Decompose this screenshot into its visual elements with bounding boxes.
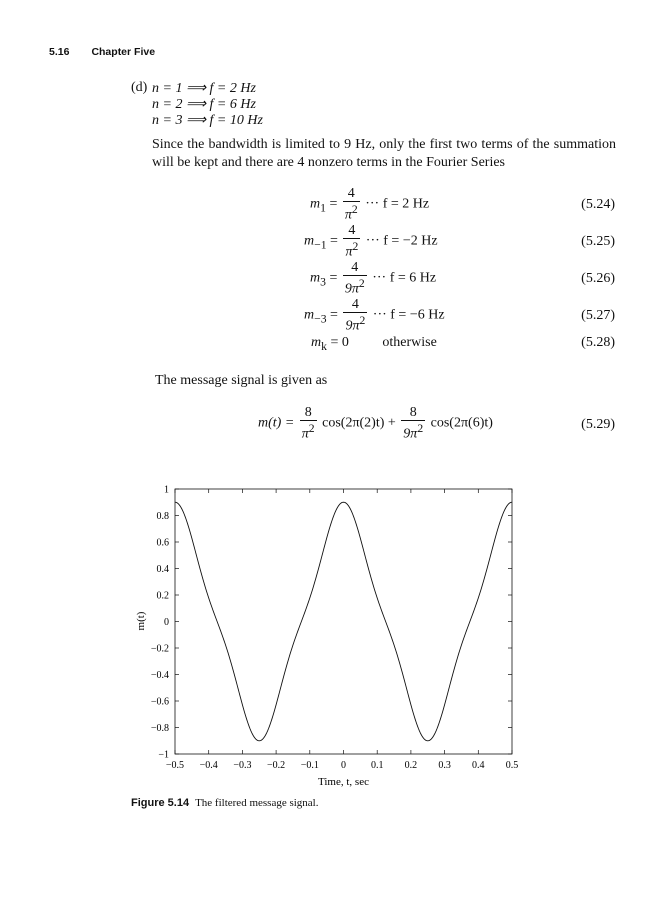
den-exp: 2 <box>352 240 359 253</box>
den-exp: 2 <box>351 203 358 216</box>
x-axis-label: Time, t, sec <box>318 776 369 788</box>
part-d-line-1 <box>152 80 256 97</box>
y-tick-label: 0 <box>164 617 169 628</box>
fraction <box>343 186 360 223</box>
numerator: 8 <box>300 405 317 421</box>
y-tick-label: −1 <box>158 749 169 761</box>
figure-caption-text: The filtered message signal. <box>195 797 319 809</box>
numerator: 4 <box>343 297 367 313</box>
eq-rest: ··· f = 2 Hz <box>361 196 430 212</box>
eq-lhs: m(t) = <box>258 415 298 431</box>
x-tick-label: −0.1 <box>300 760 319 771</box>
fraction <box>343 297 367 334</box>
rhs: f = 10 Hz <box>209 113 263 128</box>
figure-caption <box>131 796 318 809</box>
den-exp: 2 <box>359 314 366 327</box>
message-signal-text: The message signal is given as <box>155 373 328 388</box>
bandwidth-paragraph: Since the bandwidth is limited to 9 Hz, only the first two terms of the summation will be kept and there are 4 nonzero terms in the Fourier Series <box>152 137 616 170</box>
fraction <box>343 223 360 260</box>
y-tick-label: −0.8 <box>150 723 169 734</box>
equation-5-28 <box>311 335 437 353</box>
page-header <box>49 46 155 58</box>
x-tick-label: 0.4 <box>472 760 485 771</box>
y-tick-label: 0.8 <box>156 511 169 522</box>
eq-sub: −1 <box>314 238 327 252</box>
eq-sub: −3 <box>314 312 327 326</box>
eq-rhs: = 0 <box>326 335 349 350</box>
part-d-line-2 <box>152 96 256 113</box>
rhs: f = 6 Hz <box>209 97 256 112</box>
den-base: π <box>345 244 353 260</box>
eq-sub: k <box>321 339 327 353</box>
den-base: π <box>344 207 352 223</box>
eq-number-5-26: (5.26) <box>581 271 615 286</box>
eq-number-5-28: (5.28) <box>581 335 615 350</box>
equation-5-27: $m_{-3}$ = $\frac{4}{9\pi^2}$ ··· f = −6 Hz <box>304 297 445 334</box>
x-tick-label: 0.2 <box>404 760 418 771</box>
x-tick-label: −0.3 <box>233 760 252 771</box>
fraction-1 <box>300 405 317 442</box>
eq-condition: otherwise <box>382 335 437 350</box>
page-number: 5.16 <box>49 46 70 58</box>
x-tick-label: 0.5 <box>505 760 519 771</box>
equation-5-24: $m_1$ = $\frac{4}{\pi^2}$ ··· f = 2 Hz <box>310 186 430 223</box>
y-tick-label: 1 <box>164 484 169 496</box>
y-tick-label: −0.2 <box>150 643 169 655</box>
equation-5-25: $m_{-1}$ = $\frac{4}{\pi^2}$ ··· f = −2 Hz <box>304 223 438 260</box>
part-d-label: (d) <box>131 80 148 95</box>
x-tick-label: 0.3 <box>438 760 451 771</box>
part-d-line-3 <box>152 112 263 129</box>
denominator <box>343 313 367 334</box>
cos-term-2: cos(2π(6)t) <box>430 415 493 431</box>
eq-lhs: m <box>310 196 321 212</box>
lhs: n = 1 ⟹ <box>152 81 210 96</box>
lhs: n = 3 ⟹ <box>152 113 210 128</box>
numerator: 4 <box>343 186 360 202</box>
eq-number-5-29: (5.29) <box>581 417 615 432</box>
eq-lhs: m <box>310 270 321 286</box>
denominator <box>401 421 425 442</box>
denominator <box>343 239 360 260</box>
x-tick-label: −0.5 <box>165 760 185 771</box>
equation-5-26: $m_3$ = $\frac{4}{9\pi^2}$ ··· f = 6 Hz <box>310 260 437 297</box>
y-tick-label: −0.4 <box>150 670 169 681</box>
rhs: f = 2 Hz <box>209 81 256 96</box>
y-tick-label: 0.6 <box>156 537 169 549</box>
eq-rest: ··· f = 6 Hz <box>368 270 437 286</box>
eq-rest: ··· f = −6 Hz <box>369 307 445 323</box>
fraction-2 <box>401 405 425 442</box>
x-tick-label: −0.4 <box>199 760 218 771</box>
numerator: 4 <box>343 223 360 239</box>
x-tick-label: 0.1 <box>370 760 384 771</box>
message-signal-plot <box>120 474 540 794</box>
den-exp: 2 <box>358 277 365 290</box>
eq-sub: 1 <box>320 201 326 215</box>
den-base: 9π <box>403 426 418 442</box>
plot-frame <box>175 489 512 754</box>
equation-5-29 <box>258 405 493 442</box>
y-axis-label: m(t) <box>135 611 147 631</box>
den-exp: 2 <box>417 422 424 435</box>
numerator: 4 <box>343 260 367 276</box>
numerator: 8 <box>401 405 425 421</box>
eq-lhs: m <box>304 307 315 323</box>
chapter-title: Chapter Five <box>91 46 156 58</box>
denominator <box>300 421 317 442</box>
fraction <box>343 260 367 297</box>
lhs: n = 2 ⟹ <box>152 97 210 112</box>
eq-number-5-27: (5.27) <box>581 308 615 323</box>
x-tick-label: −0.2 <box>267 760 286 771</box>
y-tick-label: 0.4 <box>156 564 169 575</box>
signal-line <box>175 502 512 741</box>
den-exp: 2 <box>308 422 315 435</box>
eq-lhs: m <box>304 233 315 249</box>
eq-rest: ··· f = −2 Hz <box>362 233 438 249</box>
y-tick-label: 0.2 <box>156 590 169 602</box>
eq-number-5-24: (5.24) <box>581 197 615 212</box>
x-tick-label: 0 <box>341 760 346 771</box>
eq-sub: 3 <box>320 275 326 289</box>
den-base: π <box>301 426 309 442</box>
denominator <box>343 202 360 223</box>
eq-number-5-25: (5.25) <box>581 234 615 249</box>
cos-term-1: cos(2π(2)t) + <box>322 415 396 431</box>
denominator <box>343 276 367 297</box>
den-base: 9π <box>344 281 359 297</box>
y-tick-label: −0.6 <box>150 696 169 708</box>
eq-lhs: m <box>311 335 322 350</box>
den-base: 9π <box>345 318 360 334</box>
figure-label: Figure 5.14 <box>131 797 190 809</box>
